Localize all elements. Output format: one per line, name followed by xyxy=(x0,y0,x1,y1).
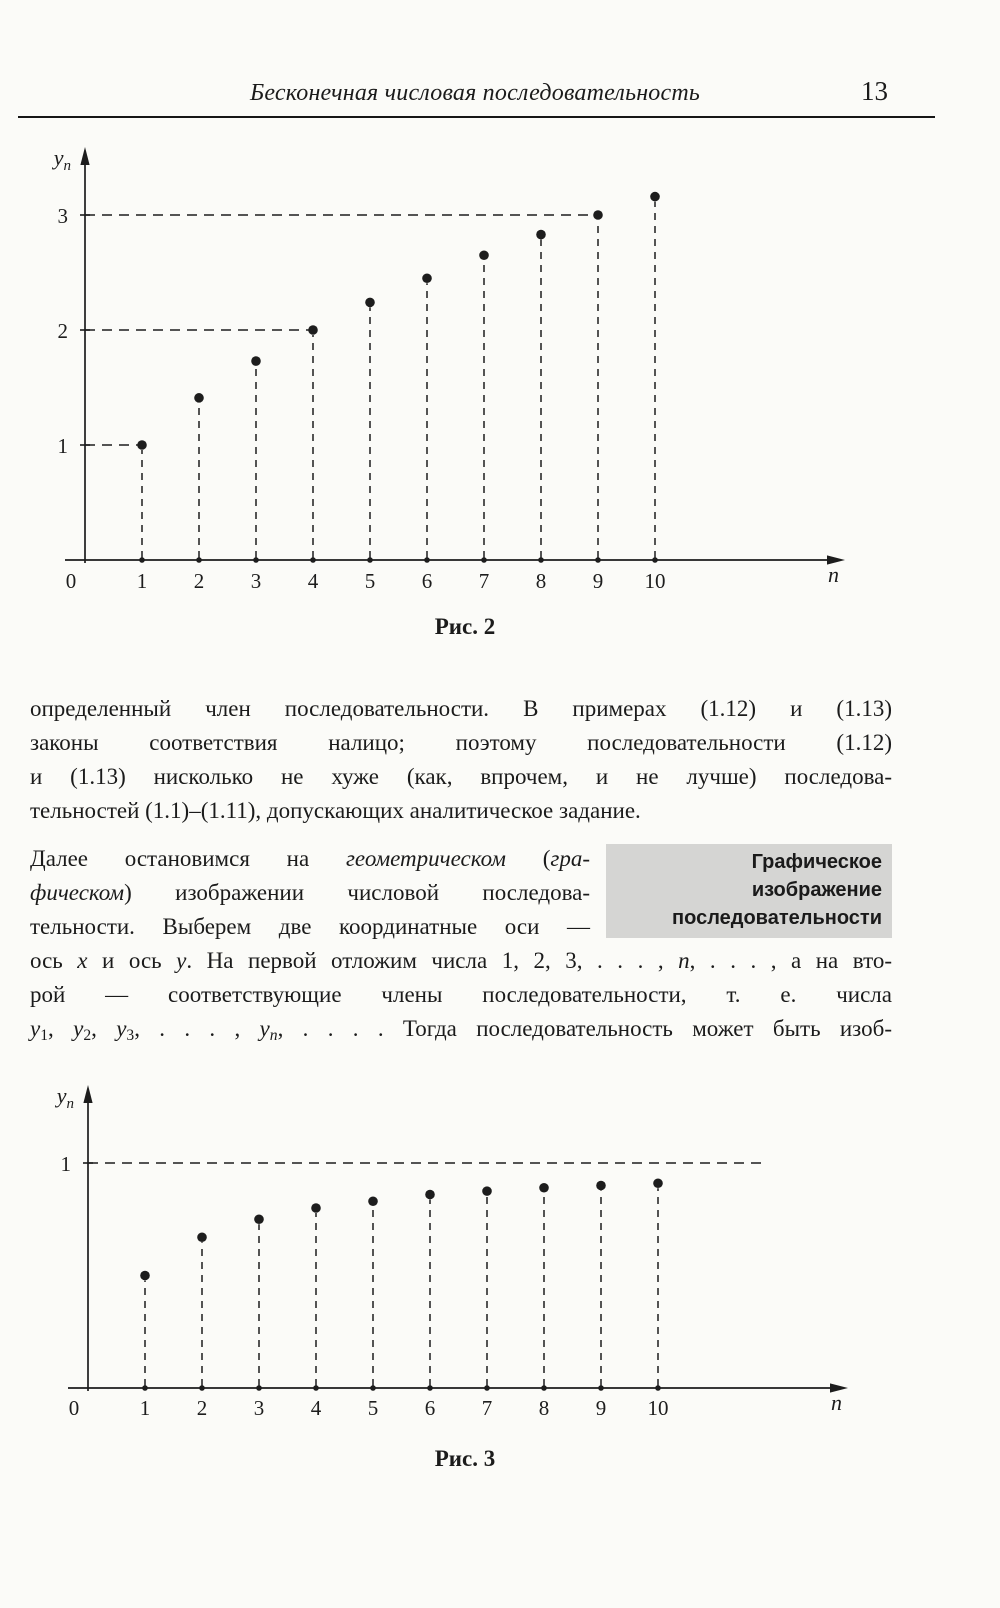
figure3-chart xyxy=(0,1075,1000,1425)
svg-text:4: 4 xyxy=(307,569,319,593)
margin-note-line: последовательности xyxy=(672,907,882,929)
svg-text:yn: $y_n$ xyxy=(56,1083,74,1112)
text-line: тельностей (1.1)–(1.11), допускающих аналитическое задание. xyxy=(30,798,641,823)
header-rule xyxy=(18,116,935,118)
svg-text:1: 1 xyxy=(57,434,68,458)
svg-text:8: 8 xyxy=(535,569,547,593)
text-line: фическом) изображении числовой последова- xyxy=(30,880,590,905)
svg-text:1: 1 xyxy=(139,1396,151,1420)
text-line: тельности. Выберем две координатные оси — xyxy=(30,914,590,939)
svg-text:6: 6 xyxy=(421,569,433,593)
svg-text:5: 5 xyxy=(364,569,376,593)
figure2-caption: Рис. 2 xyxy=(434,614,496,639)
svg-text:5: 5 xyxy=(367,1396,379,1420)
svg-text:9: 9 xyxy=(595,1396,607,1420)
svg-text:1: 1 xyxy=(60,1152,71,1176)
svg-text:2: 2 xyxy=(57,319,68,343)
margin-note-line: изображение xyxy=(751,879,882,901)
running-head-title: Бесконечная числовая последовательность xyxy=(249,80,701,106)
figure3-caption: Рис. 3 xyxy=(434,1446,496,1471)
svg-text:4: 4 xyxy=(310,1396,322,1420)
svg-text:3: 3 xyxy=(250,569,262,593)
svg-text:9: 9 xyxy=(592,569,604,593)
text-line: Далее остановимся на геометрическом (гра- xyxy=(30,846,590,871)
svg-text:2: 2 xyxy=(193,569,205,593)
svg-text:7: 7 xyxy=(478,569,490,593)
text-line: и (1.13) нисколько не хуже (как, впрочем, и не лучше) последова- xyxy=(30,764,892,789)
svg-text:1: 1 xyxy=(136,569,148,593)
svg-text:0: 0 xyxy=(65,569,77,593)
svg-text:2: 2 xyxy=(196,1396,208,1420)
svg-text:n: n xyxy=(831,1390,842,1415)
svg-text:3: 3 xyxy=(253,1396,265,1420)
figure2-chart xyxy=(0,140,1000,610)
margin-note-line: Графическое xyxy=(751,851,882,873)
paragraph-1 xyxy=(30,692,892,828)
paragraph-2 xyxy=(30,842,892,1053)
svg-text:6: 6 xyxy=(424,1396,436,1420)
text-line: определенный член последовательности. В примерах (1.12) и (1.13) xyxy=(30,696,892,721)
text-line: законы соответствия налицо; поэтому последовательности (1.12) xyxy=(30,730,892,755)
page-number: 13 xyxy=(861,76,888,106)
svg-text:10: 10 xyxy=(644,569,666,593)
text-line: рой — соответствующие члены последовательности, т. е. числа xyxy=(30,982,892,1007)
svg-text:10: 10 xyxy=(647,1396,669,1420)
svg-text:n: n xyxy=(828,562,839,587)
text-line: ось x и ось y. На первой отложим числа 1, 2, 3, . . . , n, . . . , а на вто- xyxy=(30,948,892,973)
svg-text:8: 8 xyxy=(538,1396,550,1420)
svg-text:yn: $y_n$ xyxy=(53,145,71,174)
text-line: $y_1$, $y_2$, $y_3$, . . . , $y_n$, . . . . Тогда последовательность может быть изоб- xyxy=(30,1016,892,1045)
svg-text:7: 7 xyxy=(481,1396,493,1420)
svg-text:0: 0 xyxy=(68,1396,80,1420)
margin-note xyxy=(606,844,892,938)
svg-text:3: 3 xyxy=(57,204,68,228)
